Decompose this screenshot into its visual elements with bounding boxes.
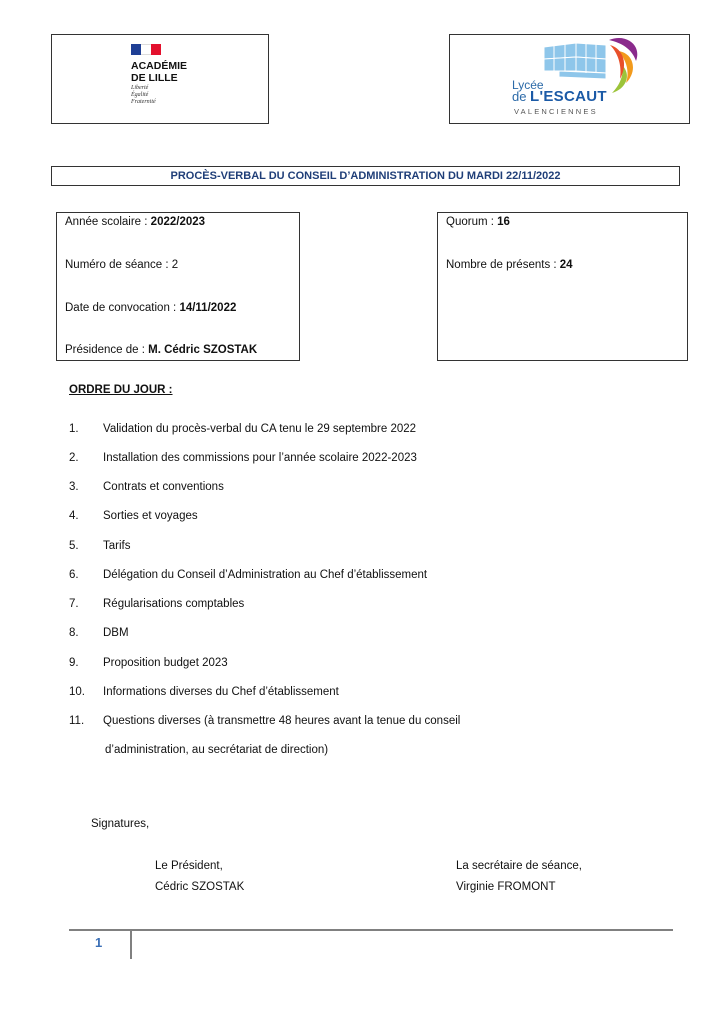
annee-scolaire: Année scolaire : 2022/2023 (65, 216, 206, 228)
secretary-role: La secrétaire de séance, (456, 860, 582, 872)
president-name: Cédric SZOSTAK (155, 881, 245, 893)
quorum-info-box (437, 212, 688, 361)
footer-divider (69, 929, 673, 931)
agenda-item: 9. Proposition budget 2023 (69, 657, 228, 669)
page-number: 1 (95, 935, 103, 950)
session-info-box (56, 212, 300, 361)
agenda-item-continuation: d’administration, au secrétariat de direction) (105, 744, 329, 756)
agenda-item: 1. Validation du procès-verbal du CA tenu le 29 septembre 2022 (69, 423, 417, 435)
agenda-item: 4. Sorties et voyages (69, 510, 198, 522)
president-role: Le Président, (155, 860, 223, 872)
presidence: Présidence de : M. Cédric SZOSTAK (65, 344, 258, 356)
agenda-item: 7. Régularisations comptables (69, 598, 245, 610)
marianne-flag-icon (131, 44, 161, 55)
numero-seance: Numéro de séance : 2 (65, 259, 179, 271)
secretary-name: Virginie FROMONT (456, 881, 556, 893)
agenda-item: 8. DBM (69, 627, 129, 639)
quorum: Quorum : 16 (446, 216, 510, 228)
agenda-item: 10. Informations diverses du Chef d’établissement (69, 686, 339, 698)
signatures-heading: Signatures, (91, 818, 150, 830)
lycee-logo-word: Lycée (512, 78, 544, 92)
agenda-item: 6. Délégation du Conseil d’Administration au Chef d’établissement (69, 569, 428, 581)
agenda-item: 2. Installation des commissions pour l’année scolaire 2022-2023 (69, 452, 417, 464)
lycee-logo-city: VALENCIENNES (514, 107, 598, 116)
nombre-presents: Nombre de présents : 24 (446, 259, 573, 271)
lycee-logo-de: de (512, 89, 527, 104)
agenda-item: 11. Questions diverses (à transmettre 48 heures avant la tenue du conseil (69, 715, 461, 727)
agenda-heading: ORDRE DU JOUR : (69, 384, 173, 396)
lycee-logo-box (449, 34, 690, 124)
academie-logo-text: ACADÉMIE DE LILLE (131, 60, 188, 84)
document-title-box (51, 166, 680, 186)
lycee-logo-name: L'ESCAUT (530, 88, 607, 105)
agenda-item: 5. Tarifs (69, 540, 131, 552)
footer-vertical-divider (130, 931, 132, 959)
academie-motto: Liberté Égalité Fraternité (131, 85, 156, 105)
document-title: PROCÈS-VERBAL DU CONSEIL D’ADMINISTRATION DU MARDI 22/11/2022 (170, 170, 561, 182)
agenda-item: 3. Contrats et conventions (69, 481, 224, 493)
date-convocation: Date de convocation : 14/11/2022 (65, 302, 237, 314)
academie-logo-box (51, 34, 269, 124)
